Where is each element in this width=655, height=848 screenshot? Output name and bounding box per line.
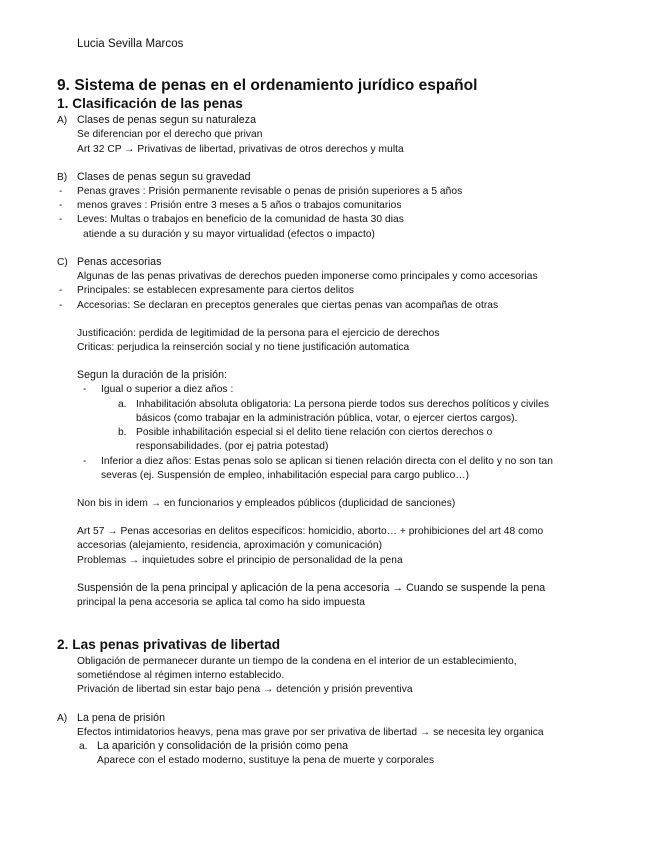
bullet-dash: -	[59, 300, 63, 311]
bullet-item: Penas graves : Prisión permanente revisable o penas de prisión superiores a 5 años	[77, 186, 463, 197]
subsection-c-title: Penas accesorias	[77, 256, 162, 268]
section-1-heading: 1. Clasificación de las penas	[57, 96, 243, 111]
text-line: responsabilidades. (por ej patria potestad)	[136, 441, 329, 452]
bullet-dash: -	[59, 285, 63, 296]
text-line: Inhabilitación absoluta obligatoria: La persona pierde todos sus derechos políticos y civiles	[136, 399, 549, 410]
text-line: sometiéndose al régimen interno establecido.	[77, 670, 285, 681]
list-marker: B)	[57, 172, 68, 183]
text-line: Suspensión de la pena principal y aplicación de la pena accesoria → Cuando se suspende la pena	[77, 582, 546, 594]
bullet-item: menos graves : Prisión entre 3 meses a 5 años o trabajos comunitarios	[77, 200, 402, 211]
text-line: Art 32 CP → Privativas de libertad, privativas de otros derechos y multa	[77, 144, 404, 155]
bullet-dash: -	[59, 186, 63, 197]
text-line: básicos (como trabajar en la administración pública, votar, o ejercer ciertos cargos).	[136, 413, 518, 424]
text-line: Obligación de permanecer durante un tiempo de la condena en el interior de un establecimiento,	[77, 656, 517, 667]
text-line: Justificación: perdida de legitimidad de la persona para el ejercicio de derechos	[77, 328, 440, 339]
subsection-b-title: Clases de penas segun su gravedad	[77, 171, 251, 183]
subsection-a-title: Clases de penas segun su naturaleza	[77, 114, 257, 126]
section-2-heading: 2. Las penas privativas de libertad	[57, 637, 281, 652]
bullet-dash: -	[83, 456, 87, 467]
bullet-item: Igual o superior a diez años :	[101, 384, 234, 395]
list-marker: A)	[57, 713, 68, 724]
text-line: Aparece con el estado moderno, sustituye la pena de muerte y corporales	[97, 755, 435, 766]
text-line: Segun la duración de la prisión:	[77, 369, 228, 381]
bullet-dash: -	[59, 214, 63, 225]
list-marker: a.	[79, 741, 88, 752]
subsection-item-title: La aparición y consolidación de la prisión como pena	[97, 740, 349, 752]
bullet-item: Accesorias: Se declaran en preceptos generales que ciertas penas van acompañas de otras	[77, 300, 499, 311]
list-marker: A)	[57, 115, 68, 126]
list-marker: b.	[118, 427, 127, 438]
list-marker: a.	[118, 399, 127, 410]
text-line: atiende a su duración y su mayor virtualidad (efectos o impacto)	[83, 229, 375, 240]
text-line: Posible inhabilitación especial si el delito tiene relación con ciertos derechos o	[136, 427, 493, 438]
bullet-item: Inferior a diez años: Estas penas solo se aplican si tienen relación directa con el delito y no son tan	[101, 456, 553, 467]
subsection-title: La pena de prisión	[77, 712, 166, 724]
text-line: Art 57 → Penas accesorias en delitos especificos: homicidio, aborto… + prohibiciones del art 48 como	[77, 526, 544, 537]
text-line: severas (ej. Suspensión de empleo, inhabilitación especial para cargo publico…)	[101, 470, 470, 481]
text-line: Problemas → inquietudes sobre el principio de personalidad de la pena	[77, 555, 403, 566]
text-line: Se diferencian por el derecho que privan	[77, 129, 263, 140]
text-line: accesorias (alejamiento, residencia, aproximación y comunicación)	[77, 540, 383, 551]
list-marker: C)	[57, 257, 68, 268]
bullet-item: Leves: Multas o trabajos en beneficio de la comunidad de hasta 30 dias	[77, 214, 404, 225]
bullet-dash: -	[59, 200, 63, 211]
bullet-dash: -	[83, 384, 87, 395]
text-line: Privación de libertad sin estar bajo pena → detención y prisión preventiva	[77, 684, 413, 695]
text-line: principal la pena accesoria se aplica tal como ha sido impuesta	[77, 597, 365, 608]
text-line: Criticas: perjudica la reinserción social y no tiene justificación automatica	[77, 342, 410, 353]
document-title: 9. Sistema de penas en el ordenamiento jurídico español	[57, 77, 478, 94]
text-line: Algunas de las penas privativas de derechos pueden imponerse como principales y como accesorias	[77, 271, 538, 282]
author-name: Lucia Sevilla Marcos	[77, 38, 184, 50]
text-line: Non bis in idem → en funcionarios y empleados públicos (duplicidad de sanciones)	[77, 498, 456, 509]
text-line: Efectos intimidatorios heavys, pena mas grave por ser privativa de libertad → se necesita ley organica	[77, 727, 544, 738]
bullet-item: Principales: se establecen expresamente para ciertos delitos	[77, 285, 355, 296]
